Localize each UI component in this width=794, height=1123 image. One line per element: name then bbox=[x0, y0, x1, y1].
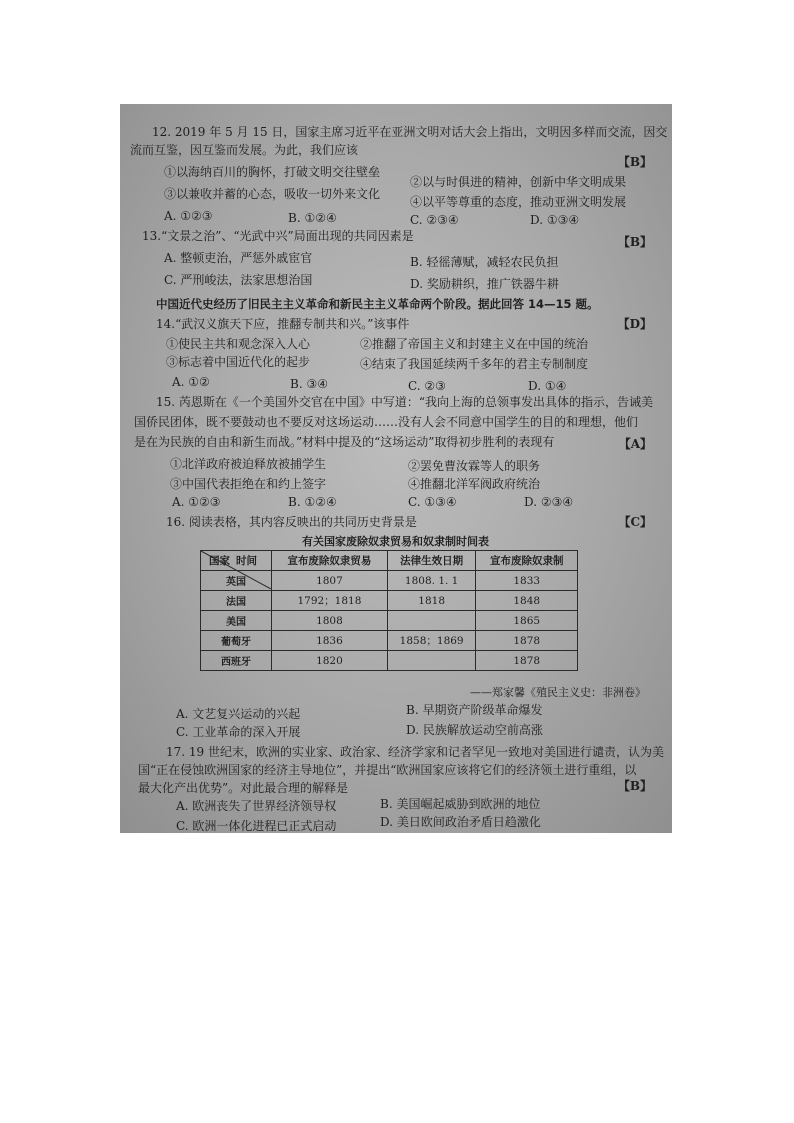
q12-choice-c: C. ②③④ bbox=[410, 213, 459, 227]
table-caption: 有关国家废除奴隶贸易和奴隶制时间表 bbox=[302, 535, 489, 548]
exam-page-photo bbox=[120, 104, 672, 833]
q13-stem: 13.“文景之治”、“光武中兴”局面出现的共同因素是 bbox=[142, 229, 414, 243]
q15-choice-a: A. ①②③ bbox=[172, 495, 221, 509]
q17-choice-c: C. 欧洲一体化进程已正式启动 bbox=[176, 819, 337, 833]
row-country: 西班牙 bbox=[201, 651, 272, 671]
table-row bbox=[201, 611, 578, 631]
q15-answer: 【A】 bbox=[618, 437, 652, 451]
q14-stem: 14.“武汉义旗天下应，推翻专制共和兴。”该事件 bbox=[156, 317, 410, 331]
q14-choice-d: D. ①④ bbox=[528, 379, 567, 393]
q15-option-4: ④推翻北洋军阀政府统治 bbox=[408, 477, 541, 491]
header-time: 时间 bbox=[236, 555, 257, 567]
row-country: 美国 bbox=[201, 611, 272, 631]
row-trade: 1792；1818 bbox=[272, 591, 388, 611]
row-slavery: 1865 bbox=[476, 611, 578, 631]
q12-option-3: ③以兼收并蓄的心态，吸收一切外来文化 bbox=[164, 187, 381, 201]
q13-choice-b: B. 轻徭薄赋，减轻农民负担 bbox=[410, 255, 559, 269]
q12-choice-b: B. ①②④ bbox=[288, 211, 337, 225]
row-trade: 1807 bbox=[272, 571, 388, 591]
q17-stem-line3: 最大化产出优势”。对此最合理的解释是 bbox=[138, 781, 349, 795]
q14-choice-c: C. ②③ bbox=[408, 379, 446, 393]
row-slavery: 1878 bbox=[476, 651, 578, 671]
table-row bbox=[201, 631, 578, 651]
q17-answer: 【B】 bbox=[617, 779, 652, 793]
table-source: ——郑家馨《殖民主义史：非洲卷》 bbox=[470, 686, 646, 699]
q14-option-2: ②推翻了帝国主义和封建主义在中国的统治 bbox=[360, 337, 589, 351]
q16-stem: 16. 阅读表格，其内容反映出的共同历史背景是 bbox=[166, 515, 417, 529]
q12-stem-line1: 12. 2019 年 5 月 15 日，国家主席习近平在亚洲文明对话大会上指出，文明因多样而交流，因交 bbox=[152, 125, 668, 139]
row-slavery: 1878 bbox=[476, 631, 578, 651]
q16-choice-b: B. 早期资产阶级革命爆发 bbox=[406, 703, 543, 717]
header-col-slavery: 宣布废除奴隶制 bbox=[476, 551, 578, 571]
row-country: 英国 bbox=[201, 571, 272, 591]
q16-choice-d: D. 民族解放运动空前高涨 bbox=[406, 723, 543, 737]
q15-choice-b: B. ①②④ bbox=[288, 495, 337, 509]
q17-choice-b: B. 美国崛起威胁到欧洲的地位 bbox=[380, 797, 541, 811]
q14-option-3: ③标志着中国近代化的起步 bbox=[166, 355, 311, 369]
q15-option-2: ②罢免曹汝霖等人的职务 bbox=[408, 459, 541, 473]
q12-option-4: ④以平等尊重的态度，推动亚洲文明发展 bbox=[410, 195, 627, 209]
q15-stem-line2: 国侨民团体，既不要鼓动也不要反对这场运动……没有人会不同意中国学生的目的和理想，他们 bbox=[134, 415, 639, 429]
q17-stem-line2: 国“正在侵蚀欧洲国家的经济主导地位”，并提出“欧洲国家应该将它们的经济领土进行重组，以 bbox=[138, 763, 637, 777]
row-law bbox=[387, 611, 476, 631]
q13-choice-c: C. 严刑峻法，法家思想治国 bbox=[164, 273, 313, 287]
q17-choice-a: A. 欧洲丧失了世界经济领导权 bbox=[176, 799, 337, 813]
q17-choice-d: D. 美日欧间政治矛盾日趋激化 bbox=[380, 815, 541, 829]
row-slavery: 1833 bbox=[476, 571, 578, 591]
header-col-trade: 宣布废除奴隶贸易 bbox=[272, 551, 388, 571]
q12-option-2: ②以与时俱进的精神，创新中华文明成果 bbox=[410, 175, 627, 189]
q15-stem-line3: 是在为民族的自由和新生而战。”材料中提及的“这场运动”取得初步胜利的表现有 bbox=[134, 435, 555, 449]
row-trade: 1820 bbox=[272, 651, 388, 671]
table-diagonal-header bbox=[201, 551, 272, 571]
q14-choice-b: B. ③④ bbox=[290, 377, 328, 391]
q13-choice-d: D. 奖励耕织，推广铁器牛耕 bbox=[410, 277, 559, 291]
q17-stem-line1: 17. 19 世纪末，欧洲的实业家、政治家、经济学家和记者罕见一致地对美国进行谴责，认为美 bbox=[166, 745, 664, 759]
q15-choice-c: C. ①③④ bbox=[408, 495, 457, 509]
slavery-abolition-table bbox=[200, 550, 578, 671]
row-slavery: 1848 bbox=[476, 591, 578, 611]
row-law: 1808. 1. 1 bbox=[387, 571, 476, 591]
q14-answer: 【D】 bbox=[617, 317, 652, 331]
q12-answer: 【B】 bbox=[617, 155, 652, 169]
table-row bbox=[201, 651, 578, 671]
q12-choice-a: A. ①②③ bbox=[164, 209, 213, 223]
q14-choice-a: A. ①② bbox=[172, 375, 210, 389]
row-trade: 1836 bbox=[272, 631, 388, 651]
q14-option-4: ④结束了我国延续两千多年的君主专制制度 bbox=[360, 357, 589, 371]
q12-choice-d: D. ①③④ bbox=[530, 213, 580, 227]
header-country: 国家 bbox=[209, 555, 230, 567]
q16-answer: 【C】 bbox=[618, 515, 652, 529]
q15-stem-line1: 15. 芮恩斯在《一个美国外交官在中国》中写道：“我向上海的总领事发出具体的指示，告诫美 bbox=[156, 395, 654, 409]
q12-option-1: ①以海纳百川的胸怀，打破文明交往壁垒 bbox=[164, 165, 381, 179]
q13-answer: 【B】 bbox=[617, 235, 652, 249]
row-country: 法国 bbox=[201, 591, 272, 611]
section-intro: 中国近代史经历了旧民主主义革命和新民主主义革命两个阶段。据此回答 14—15 题。 bbox=[156, 297, 599, 311]
q13-choice-a: A. 整顿吏治，严惩外戚宦官 bbox=[164, 251, 313, 265]
row-trade: 1808 bbox=[272, 611, 388, 631]
q16-choice-a: A. 文艺复兴运动的兴起 bbox=[176, 707, 301, 721]
table-row bbox=[201, 591, 578, 611]
q16-choice-c: C. 工业革命的深入开展 bbox=[176, 725, 301, 739]
q14-option-1: ①使民主共和观念深入人心 bbox=[166, 337, 311, 351]
q12-stem-line2: 流而互鉴，因互鉴而发展。为此，我们应该 bbox=[130, 143, 359, 157]
row-law bbox=[387, 651, 476, 671]
q15-option-3: ③中国代表拒绝在和约上签字 bbox=[170, 477, 327, 491]
row-law: 1858；1869 bbox=[387, 631, 476, 651]
q15-choice-d: D. ②③④ bbox=[524, 495, 574, 509]
q15-option-1: ①北洋政府被迫释放被捕学生 bbox=[170, 457, 327, 471]
row-country: 葡萄牙 bbox=[201, 631, 272, 651]
row-law: 1818 bbox=[387, 591, 476, 611]
header-col-law: 法律生效日期 bbox=[387, 551, 476, 571]
